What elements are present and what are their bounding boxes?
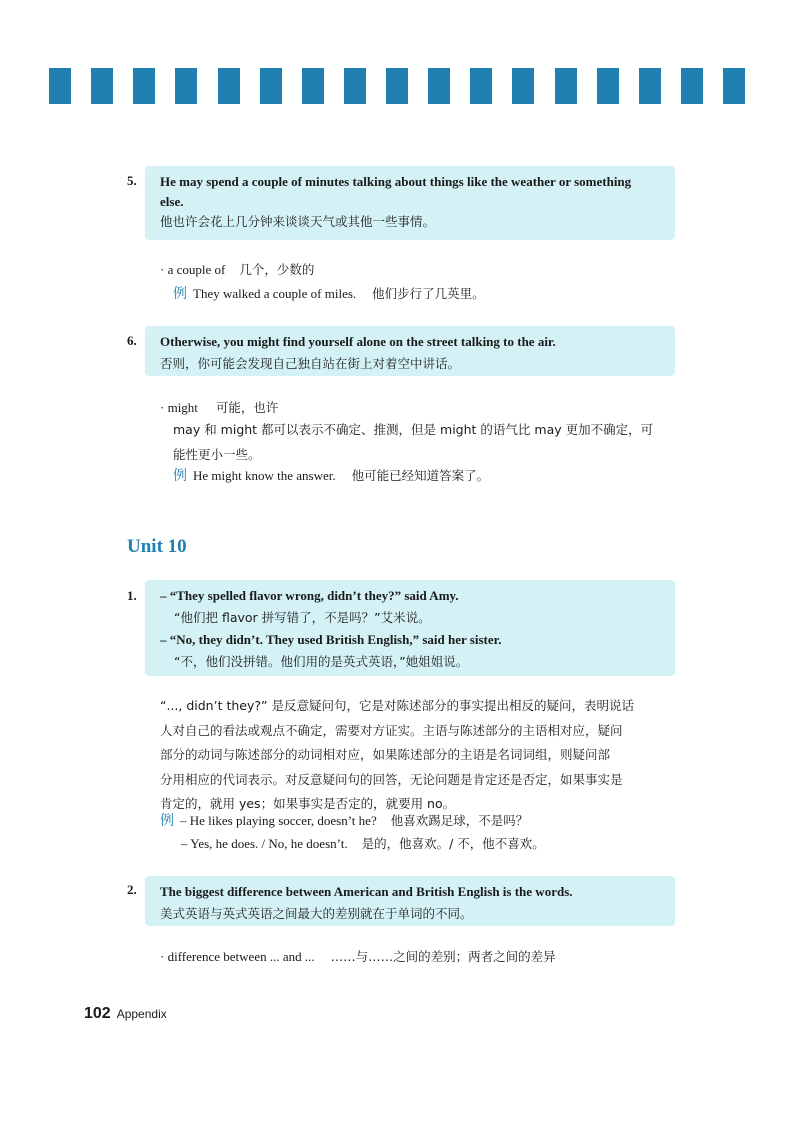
dialogue-en: – “No, they didn’t. They used British English,” said her sister. — [160, 632, 502, 647]
unit-title: Unit 10 — [127, 536, 187, 557]
deco-block — [91, 68, 113, 104]
vocab-phrase: · difference between ... and ... — [160, 949, 315, 964]
deco-block — [639, 68, 661, 104]
vocab-phrase: · a couple of — [160, 262, 226, 277]
grammar-explanation — [160, 694, 680, 817]
deco-block — [218, 68, 240, 104]
deco-block — [597, 68, 619, 104]
vocab-meaning: ……与……之间的差别；两者之间的差异 — [330, 949, 556, 964]
para-line: “..., didn’t they?” 是反意疑问句，它是对陈述部分的事实提出相反的疑问，表明说话 — [160, 698, 634, 713]
example-tag: 例 — [173, 286, 187, 302]
vocab-note — [160, 258, 680, 282]
deco-block — [681, 68, 703, 104]
example-tag: 例 — [173, 468, 187, 484]
sentence-en: The biggest difference between American and British English is the words. — [160, 884, 573, 899]
example-en: He might know the answer. — [193, 468, 336, 483]
vocab-note — [160, 396, 680, 420]
deco-block — [470, 68, 492, 104]
deco-block — [344, 68, 366, 104]
item-number: 1. — [127, 588, 137, 603]
para-line: 肯定的，就用 yes；如果事实是否定的，就要用 no。 — [160, 796, 456, 811]
deco-block — [49, 68, 71, 104]
sentence-cn: 美式英语与英式英语之间最大的差别就在于单词的不同。 — [160, 906, 473, 921]
vocab-description — [173, 418, 678, 467]
example — [173, 465, 489, 487]
deco-block — [133, 68, 155, 104]
deco-block — [555, 68, 577, 104]
vocab-note — [160, 945, 680, 969]
example — [160, 810, 528, 832]
example-tag: 例 — [160, 813, 174, 829]
example — [181, 833, 545, 855]
vocab-meaning: 几个，少数的 — [239, 262, 315, 277]
item-number: 6. — [127, 333, 137, 348]
deco-block — [302, 68, 324, 104]
deco-block — [428, 68, 450, 104]
page-label: Appendix — [116, 1007, 167, 1021]
header-decoration — [49, 68, 745, 104]
vocab-meaning: 可能，也许 — [215, 400, 279, 415]
example — [173, 283, 485, 305]
page-number: 102 — [84, 1005, 111, 1022]
para-line: 分用相应的代词表示。对反意疑问句的回答，无论问题是肯定还是否定，如果事实是 — [160, 771, 623, 787]
deco-block — [512, 68, 534, 104]
sentence-en-line1: He may spend a couple of minutes talking about things like the weather or something — [160, 174, 632, 189]
vocab-phrase: · might — [160, 400, 198, 415]
para-line: 部分的动词与陈述部分的动词相对应，如果陈述部分的主语是名词词组，则疑问部 — [160, 747, 611, 762]
dialogue-cn: “不，他们没拼错。他们用的是英式英语，”她姐姐说。 — [174, 654, 469, 669]
para-line: 人对自己的看法或观点不确定，需要对方证实。主语与陈述部分的主语相对应，疑问 — [160, 722, 623, 738]
example-cn: 他喜欢踢足球，不是吗？ — [390, 813, 529, 828]
deco-block — [260, 68, 282, 104]
page-footer — [84, 1005, 167, 1023]
example-en: They walked a couple of miles. — [193, 286, 357, 301]
sentence-box — [145, 166, 675, 240]
example-en: – Yes, he does. / No, he doesn’t. — [181, 836, 348, 851]
sentence-box — [145, 326, 675, 376]
dialogue-en: – “They spelled flavor wrong, didn’t they?” said Amy. — [160, 588, 459, 603]
example-cn: 是的，他喜欢。/ 不，他不喜欢。 — [361, 836, 545, 851]
dialogue-cn: “他们把 flavor 拼写错了，不是吗？”艾米说。 — [174, 610, 431, 625]
desc-line: may 和 might 都可以表示不确定、推测，但是 might 的语气比 may 更加不确定，可 — [173, 422, 654, 437]
example-cn: 他可能已经知道答案了。 — [351, 468, 490, 483]
deco-block — [175, 68, 197, 104]
sentence-box — [145, 876, 675, 926]
sentence-en-line2: else. — [160, 194, 184, 209]
example-en: – He likes playing soccer, doesn’t he? — [180, 813, 377, 828]
item-number: 2. — [127, 882, 137, 897]
desc-line: 能性更小一些。 — [173, 446, 261, 462]
sentence-en: Otherwise, you might find yourself alone on the street talking to the air. — [160, 334, 556, 349]
dialogue-box — [145, 580, 675, 676]
sentence-cn: 他也许会花上几分钟来谈谈天气或其他一些事情。 — [160, 214, 436, 229]
deco-block — [723, 68, 745, 104]
example-cn: 他们步行了几英里。 — [372, 286, 485, 301]
item-number: 5. — [127, 173, 137, 188]
deco-block — [386, 68, 408, 104]
sentence-cn: 否则，你可能会发现自己独自站在街上对着空中讲话。 — [160, 356, 461, 371]
